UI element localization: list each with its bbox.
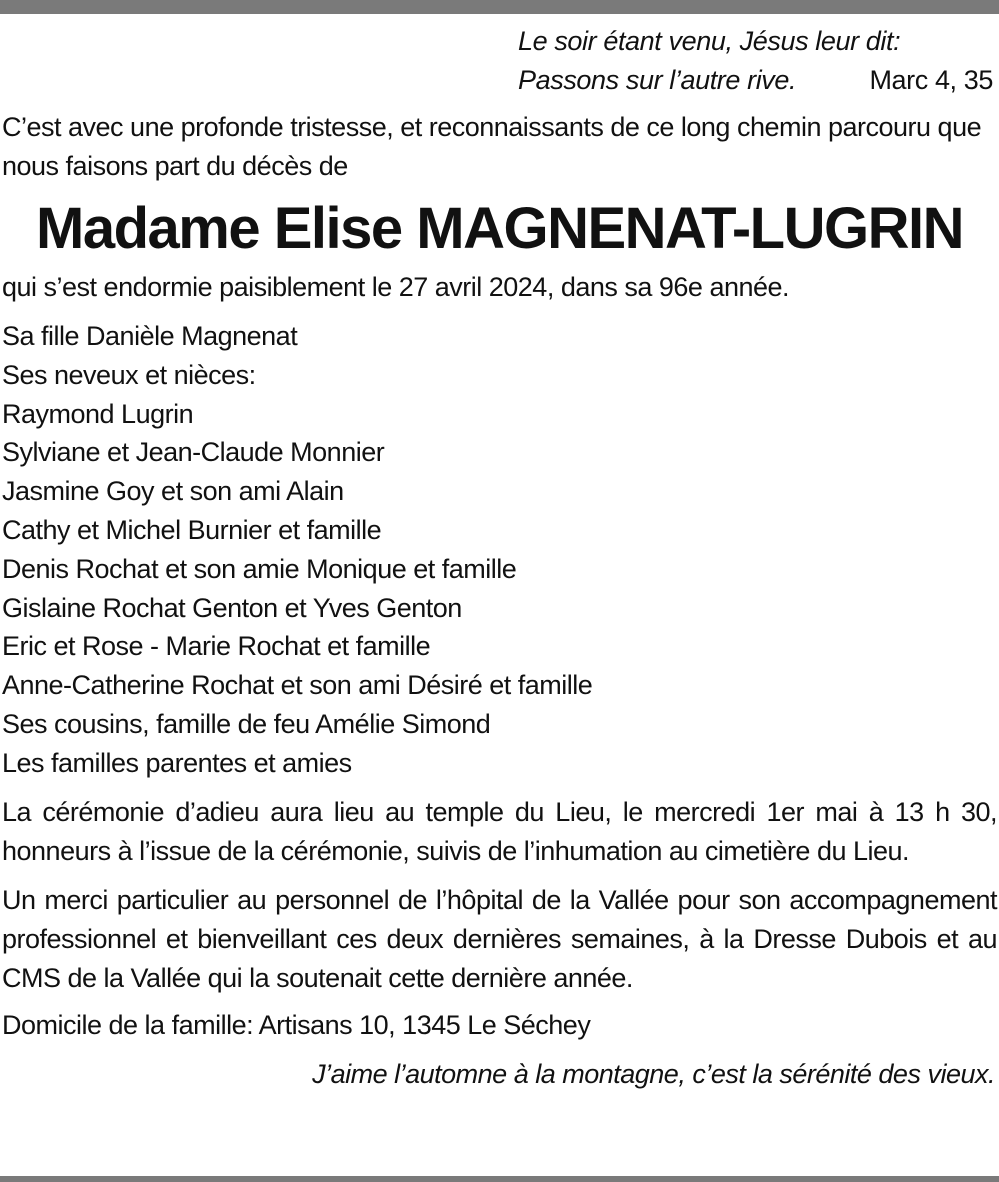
verse-line-2-text: Passons sur l’autre rive.: [518, 65, 797, 95]
family-member: Denis Rochat et son amie Monique et famille: [2, 553, 517, 584]
closing-quote: J’aime l’automne à la montagne, c’est la sérénité des vieux.: [312, 1058, 995, 1089]
thanks-paragraph: Un merci particulier au personnel de l’hôpital de la Vallée pour son accompagnement professionnel et bienveillant ces deux dernières semaines, à la Dresse Dubois et au CMS de la Vallée qui la soutenait cette dernière année.: [2, 884, 997, 993]
verse-reference: Marc 4, 35: [869, 65, 993, 95]
family-member: Eric et Rose - Marie Rochat et famille: [2, 631, 431, 662]
bottom-rule: [0, 1176, 999, 1182]
family-member: Ses neveux et nièces:: [2, 359, 256, 390]
family-member: Jasmine Goy et son ami Alain: [2, 476, 344, 507]
deceased-name: Madame Elise MAGNENAT-LUGRIN: [36, 196, 963, 261]
family-list: [2, 317, 997, 783]
verse-line-2: [518, 61, 997, 100]
top-rule: [0, 0, 999, 14]
family-member: Les familles parentes et amies: [2, 747, 352, 778]
family-domicile: Domicile de la famille: Artisans 10, 1345 Le Séchey: [2, 1009, 591, 1040]
family-member: Anne-Catherine Rochat et son ami Désiré et famille: [2, 670, 593, 701]
family-member: Raymond Lugrin: [2, 398, 194, 429]
family-member: Gislaine Rochat Genton et Yves Genton: [2, 592, 462, 623]
family-member: Sylviane et Jean-Claude Monnier: [2, 437, 385, 468]
death-notice: qui s’est endormie paisiblement le 27 avril 2024, dans sa 96e année.: [2, 272, 790, 302]
bible-verse: [518, 22, 997, 100]
ceremony-details: La cérémonie d’adieu aura lieu au temple du Lieu, le mercredi 1er mai à 13 h 30, honneurs à l’issue de la cérémonie, suivis de l’inhumation au cimetière du Lieu.: [2, 796, 997, 866]
family-member: Cathy et Michel Burnier et famille: [2, 514, 382, 545]
family-member: Sa fille Danièle Magnenat: [2, 321, 298, 351]
family-member: Ses cousins, famille de feu Amélie Simond: [2, 708, 491, 739]
obituary-notice: [2, 22, 997, 1094]
verse-line-1: Le soir étant venu, Jésus leur dit:: [518, 26, 901, 56]
intro-text: C’est avec une profonde tristesse, et reconnaissants de ce long chemin parcouru que nous faisons part du décès de: [2, 112, 982, 181]
